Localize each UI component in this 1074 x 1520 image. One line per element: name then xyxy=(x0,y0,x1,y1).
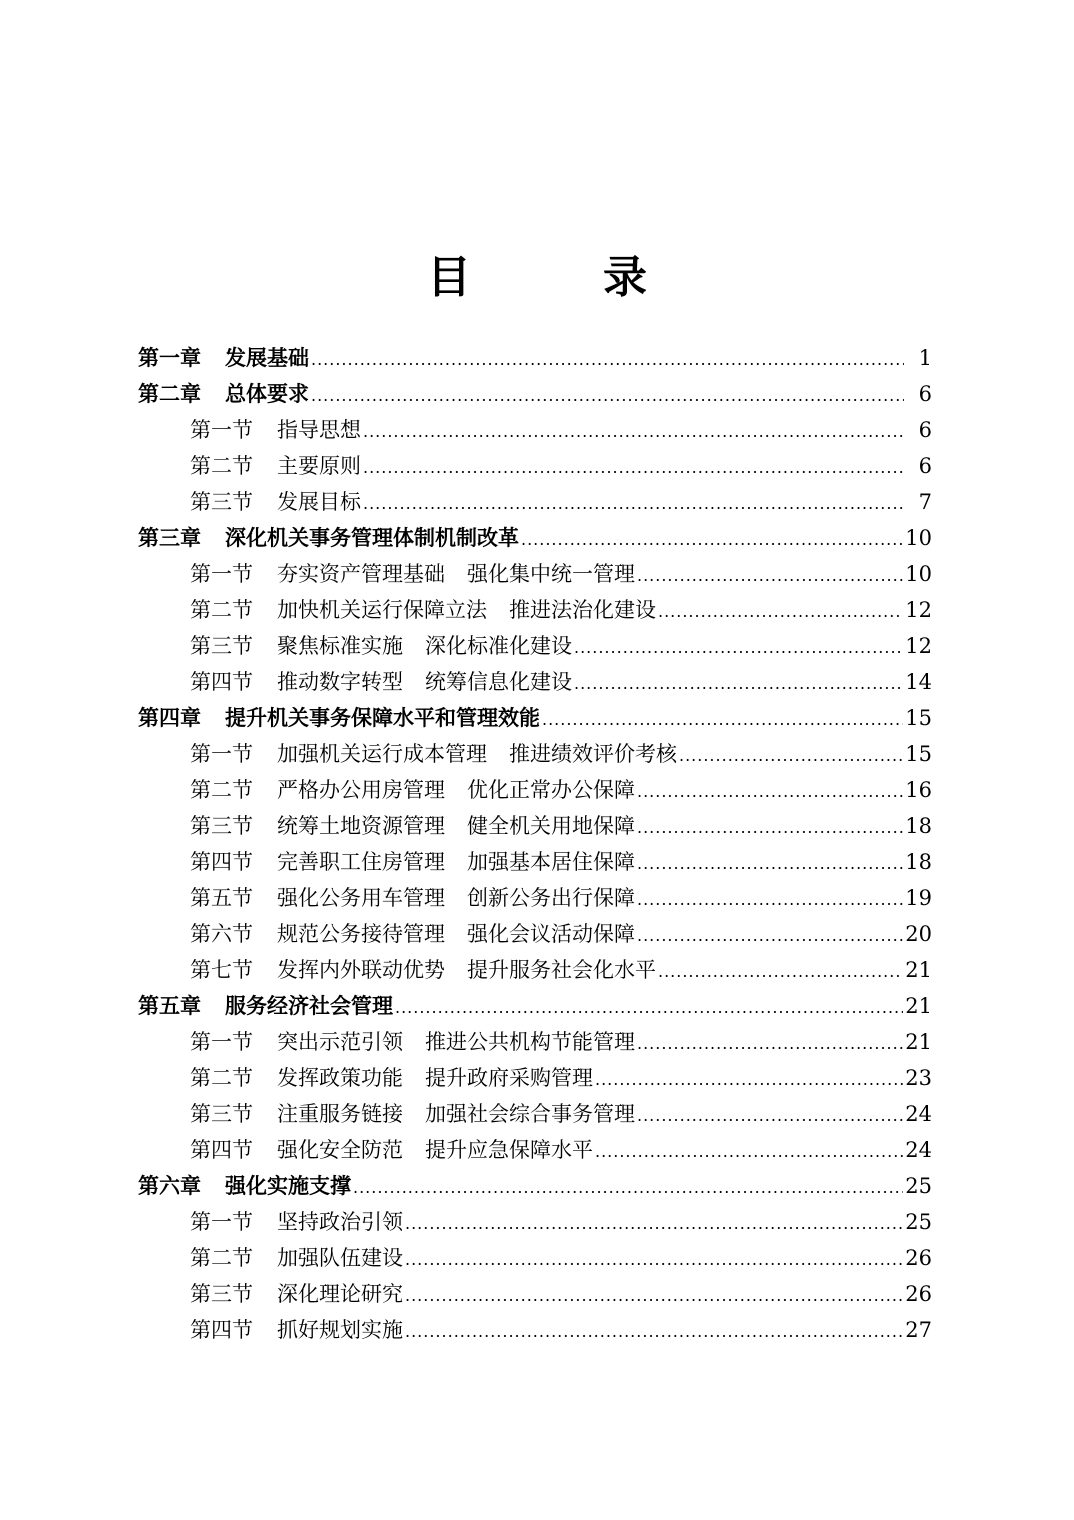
toc-entry-number: 第四节 xyxy=(190,1318,253,1342)
toc-dot-leader xyxy=(574,630,903,666)
toc-entry-number: 第二章 xyxy=(138,382,201,406)
toc-dot-leader xyxy=(363,414,904,450)
toc-entry-title: 总体要求 xyxy=(225,382,309,406)
toc-page-number: 18 xyxy=(905,814,932,838)
toc-page-number: 10 xyxy=(905,562,932,586)
toc-entry-title: 规范公务接待管理 xyxy=(277,922,445,946)
toc-entry-title: 突出示范引领 xyxy=(277,1030,403,1054)
toc-entry-label xyxy=(190,556,635,592)
toc-entry-number: 第四章 xyxy=(138,706,201,730)
toc-entry-label xyxy=(138,700,540,736)
toc-entry-label xyxy=(190,916,635,952)
toc-entry-label xyxy=(138,340,309,376)
toc-entry-number: 第六章 xyxy=(138,1174,201,1198)
toc-page-number: 1 xyxy=(918,346,932,370)
toc-dot-leader xyxy=(637,882,903,918)
toc-entry-number: 第二节 xyxy=(190,778,253,802)
toc-entry-number: 第一节 xyxy=(190,1210,253,1234)
toc-entry-label xyxy=(138,376,309,412)
toc-section-entry xyxy=(138,412,932,448)
toc-section-entry xyxy=(138,1312,932,1348)
toc-section-entry xyxy=(138,664,932,700)
toc-section-entry xyxy=(138,736,932,772)
toc-dot-leader xyxy=(637,918,903,954)
toc-entry-title: 推动数字转型 xyxy=(277,670,403,694)
toc-dot-leader xyxy=(679,738,903,774)
toc-entry-label xyxy=(190,1240,403,1276)
toc-entry-title: 主要原则 xyxy=(277,454,361,478)
toc-chapter-entry xyxy=(138,988,932,1024)
toc-dot-leader xyxy=(637,810,903,846)
toc-dot-leader xyxy=(574,666,903,702)
toc-dot-leader xyxy=(542,702,903,738)
toc-entry-title: 强化公务用车管理 xyxy=(277,886,445,910)
toc-chapter-entry xyxy=(138,340,932,376)
toc-section-entry xyxy=(138,772,932,808)
toc-page-number: 23 xyxy=(905,1066,932,1090)
toc-entry-title: 聚焦标准实施 xyxy=(277,634,403,658)
toc-entry-subtitle: 提升应急保障水平 xyxy=(425,1138,593,1162)
toc-dot-leader xyxy=(521,522,903,558)
toc-page-number: 21 xyxy=(905,958,932,982)
toc-dot-leader xyxy=(658,954,903,990)
toc-entry-label xyxy=(190,844,635,880)
toc-entry-number: 第一节 xyxy=(190,1030,253,1054)
toc-entry-title: 发挥政策功能 xyxy=(277,1066,403,1090)
toc-section-entry xyxy=(138,1276,932,1312)
toc-entry-number: 第六节 xyxy=(190,922,253,946)
toc-entry-number: 第二节 xyxy=(190,1246,253,1270)
toc-dot-leader xyxy=(353,1170,903,1206)
toc-entry-subtitle: 推进公共机构节能管理 xyxy=(425,1030,635,1054)
toc-entry-label xyxy=(190,412,361,448)
toc-entry-number: 第四节 xyxy=(190,850,253,874)
toc-page-number: 21 xyxy=(905,994,932,1018)
toc-entry-label xyxy=(138,520,519,556)
toc-entry-subtitle: 推进绩效评价考核 xyxy=(509,742,677,766)
toc-chapter-entry xyxy=(138,1168,932,1204)
toc-entry-subtitle: 创新公务出行保障 xyxy=(467,886,635,910)
toc-page-number: 25 xyxy=(905,1210,932,1234)
toc-entry-label xyxy=(190,1096,635,1132)
toc-page-number: 15 xyxy=(905,706,932,730)
toc-entry-subtitle: 深化标准化建设 xyxy=(425,634,572,658)
toc-section-entry xyxy=(138,592,932,628)
toc-page-number: 18 xyxy=(905,850,932,874)
toc-entry-title: 发展基础 xyxy=(225,346,309,370)
toc-entry-subtitle: 强化会议活动保障 xyxy=(467,922,635,946)
toc-entry-number: 第三节 xyxy=(190,490,253,514)
toc-entry-label xyxy=(190,484,361,520)
toc-section-entry xyxy=(138,1240,932,1276)
toc-entry-label xyxy=(190,880,635,916)
toc-entry-title: 深化机关事务管理体制机制改革 xyxy=(225,526,519,550)
toc-entry-number: 第一节 xyxy=(190,418,253,442)
toc-section-entry xyxy=(138,1096,932,1132)
toc-page-number: 10 xyxy=(905,526,932,550)
toc-entry-subtitle: 提升政府采购管理 xyxy=(425,1066,593,1090)
toc-section-entry xyxy=(138,628,932,664)
toc-entry-label xyxy=(190,628,572,664)
toc-entry-label xyxy=(138,988,393,1024)
toc-chapter-entry xyxy=(138,376,932,412)
toc-dot-leader xyxy=(405,1314,903,1350)
toc-dot-leader xyxy=(405,1278,903,1314)
toc-page-number: 21 xyxy=(905,1030,932,1054)
page-title: 目 录 xyxy=(427,252,691,303)
toc-entry-subtitle: 推进法治化建设 xyxy=(509,598,656,622)
toc-page-number: 12 xyxy=(905,598,932,622)
toc-section-entry xyxy=(138,1132,932,1168)
toc-section-entry xyxy=(138,1204,932,1240)
toc-entry-title: 注重服务链接 xyxy=(277,1102,403,1126)
toc-entry-title: 强化实施支撑 xyxy=(225,1174,351,1198)
toc-entry-number: 第三节 xyxy=(190,814,253,838)
toc-dot-leader xyxy=(637,846,903,882)
toc-section-entry xyxy=(138,1024,932,1060)
toc-dot-leader xyxy=(405,1242,903,1278)
toc-entry-label xyxy=(190,808,635,844)
toc-section-entry xyxy=(138,484,932,520)
toc-entry-subtitle: 加强社会综合事务管理 xyxy=(425,1102,635,1126)
toc-page-number: 26 xyxy=(905,1246,932,1270)
toc-page-number: 6 xyxy=(918,454,932,478)
toc-dot-leader xyxy=(363,486,904,522)
toc-page-number: 6 xyxy=(918,382,932,406)
toc-entry-number: 第四节 xyxy=(190,1138,253,1162)
toc-page-number: 20 xyxy=(905,922,932,946)
toc-page-number: 6 xyxy=(918,418,932,442)
toc-entry-title: 服务经济社会管理 xyxy=(225,994,393,1018)
toc-entry-number: 第二节 xyxy=(190,598,253,622)
toc-entry-label xyxy=(190,1312,403,1348)
toc-entry-label xyxy=(190,664,572,700)
toc-entry-number: 第五节 xyxy=(190,886,253,910)
toc-entry-label xyxy=(138,1168,351,1204)
toc-entry-label xyxy=(190,1276,403,1312)
toc-entry-subtitle: 优化正常办公保障 xyxy=(467,778,635,802)
toc-dot-leader xyxy=(658,594,903,630)
toc-page-number: 27 xyxy=(905,1318,932,1342)
toc-entry-number: 第一节 xyxy=(190,562,253,586)
toc-entry-title: 严格办公用房管理 xyxy=(277,778,445,802)
toc-entry-title: 加强机关运行成本管理 xyxy=(277,742,487,766)
toc-dot-leader xyxy=(637,1098,903,1134)
toc-entry-subtitle: 提升服务社会化水平 xyxy=(467,958,656,982)
toc-entry-number: 第五章 xyxy=(138,994,201,1018)
toc-page-number: 16 xyxy=(905,778,932,802)
table-of-contents xyxy=(138,340,932,1348)
toc-page-number: 14 xyxy=(905,670,932,694)
toc-section-entry xyxy=(138,952,932,988)
toc-page-number: 15 xyxy=(905,742,932,766)
toc-page-number: 26 xyxy=(905,1282,932,1306)
toc-page-number: 7 xyxy=(918,490,932,514)
toc-entry-number: 第三章 xyxy=(138,526,201,550)
toc-dot-leader xyxy=(595,1134,903,1170)
toc-chapter-entry xyxy=(138,700,932,736)
toc-section-entry xyxy=(138,880,932,916)
toc-entry-title: 发展目标 xyxy=(277,490,361,514)
toc-dot-leader xyxy=(405,1206,903,1242)
toc-entry-number: 第一章 xyxy=(138,346,201,370)
toc-entry-label xyxy=(190,1060,593,1096)
toc-section-entry xyxy=(138,448,932,484)
toc-section-entry xyxy=(138,1060,932,1096)
toc-entry-subtitle: 健全机关用地保障 xyxy=(467,814,635,838)
toc-dot-leader xyxy=(395,990,903,1026)
toc-entry-label xyxy=(190,1024,635,1060)
toc-entry-number: 第三节 xyxy=(190,1282,253,1306)
toc-page-number: 25 xyxy=(905,1174,932,1198)
toc-entry-number: 第三节 xyxy=(190,1102,253,1126)
toc-entry-title: 抓好规划实施 xyxy=(277,1318,403,1342)
toc-entry-subtitle: 统筹信息化建设 xyxy=(425,670,572,694)
toc-section-entry xyxy=(138,556,932,592)
toc-entry-number: 第七节 xyxy=(190,958,253,982)
toc-section-entry xyxy=(138,808,932,844)
toc-entry-title: 强化安全防范 xyxy=(277,1138,403,1162)
toc-dot-leader xyxy=(637,558,903,594)
toc-page-number: 19 xyxy=(905,886,932,910)
toc-entry-title: 提升机关事务保障水平和管理效能 xyxy=(225,706,540,730)
toc-entry-title: 统筹土地资源管理 xyxy=(277,814,445,838)
toc-dot-leader xyxy=(311,378,904,414)
toc-page-number: 12 xyxy=(905,634,932,658)
toc-entry-label xyxy=(190,448,361,484)
toc-dot-leader xyxy=(637,1026,903,1062)
toc-entry-number: 第四节 xyxy=(190,670,253,694)
toc-entry-title: 加快机关运行保障立法 xyxy=(277,598,487,622)
toc-entry-label xyxy=(190,736,677,772)
toc-entry-label xyxy=(190,952,656,988)
toc-entry-label xyxy=(190,592,656,628)
toc-entry-number: 第二节 xyxy=(190,454,253,478)
toc-entry-number: 第二节 xyxy=(190,1066,253,1090)
toc-section-entry xyxy=(138,844,932,880)
toc-page-number: 24 xyxy=(905,1102,932,1126)
toc-entry-title: 指导思想 xyxy=(277,418,361,442)
toc-entry-title: 发挥内外联动优势 xyxy=(277,958,445,982)
toc-entry-title: 加强队伍建设 xyxy=(277,1246,403,1270)
toc-entry-number: 第一节 xyxy=(190,742,253,766)
toc-entry-label xyxy=(190,772,635,808)
toc-entry-subtitle: 加强基本居住保障 xyxy=(467,850,635,874)
toc-entry-title: 夯实资产管理基础 xyxy=(277,562,445,586)
toc-section-entry xyxy=(138,916,932,952)
toc-entry-subtitle: 强化集中统一管理 xyxy=(467,562,635,586)
toc-page-number: 24 xyxy=(905,1138,932,1162)
toc-dot-leader xyxy=(637,774,903,810)
toc-dot-leader xyxy=(363,450,904,486)
toc-entry-label xyxy=(190,1204,403,1240)
toc-entry-number: 第三节 xyxy=(190,634,253,658)
toc-dot-leader xyxy=(311,342,904,378)
toc-dot-leader xyxy=(595,1062,903,1098)
toc-chapter-entry xyxy=(138,520,932,556)
toc-entry-title: 完善职工住房管理 xyxy=(277,850,445,874)
toc-entry-title: 坚持政治引领 xyxy=(277,1210,403,1234)
toc-entry-title: 深化理论研究 xyxy=(277,1282,403,1306)
toc-entry-label xyxy=(190,1132,593,1168)
